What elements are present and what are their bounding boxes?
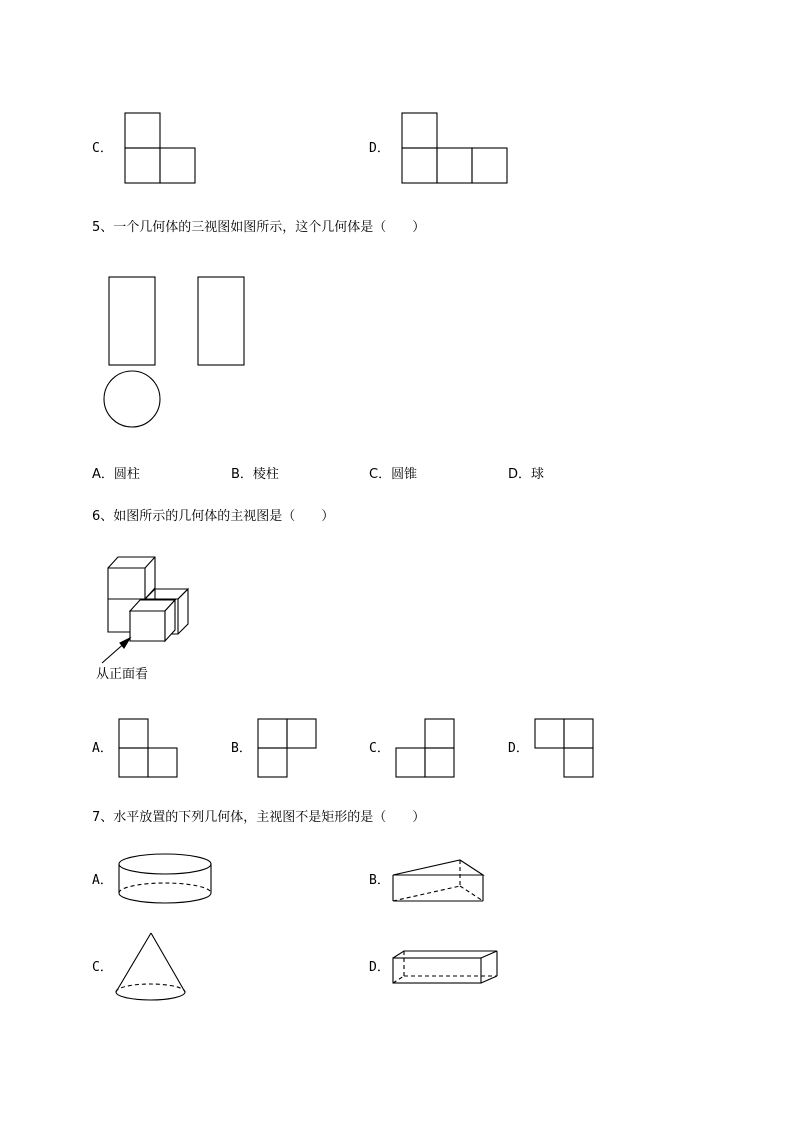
q6-option-a-label[interactable]: A． xyxy=(92,741,113,756)
q6-option-b-figure[interactable] xyxy=(257,718,319,779)
q5-side-view-rect xyxy=(198,277,244,365)
q7-option-d-label[interactable]: D． xyxy=(369,960,390,975)
q6-option-d-figure[interactable] xyxy=(534,718,596,779)
q4-option-d-figure[interactable] xyxy=(401,112,509,185)
q7-option-b-prism[interactable] xyxy=(390,855,488,905)
q6-front-cube xyxy=(130,611,165,641)
q7-option-c-label[interactable]: C． xyxy=(92,960,113,975)
q6-option-d-label[interactable]: D． xyxy=(508,741,529,756)
q5-option-d[interactable]: D．球 xyxy=(508,467,545,482)
q5-question-text: 5、一个几何体的三视图如图所示，这个几何体是（ ） xyxy=(92,220,426,235)
q4-option-c-label[interactable]: C． xyxy=(92,141,113,156)
q6-option-c-label[interactable]: C． xyxy=(369,741,390,756)
q7-option-a-cylinder[interactable] xyxy=(114,852,218,908)
q5-option-b[interactable]: B．棱柱 xyxy=(231,467,279,482)
q5-three-view-figure xyxy=(100,275,250,431)
q7-option-a-label[interactable]: A． xyxy=(92,873,113,888)
q5-option-c[interactable]: C．圆锥 xyxy=(369,467,418,482)
q7-question-text: 7、水平放置的下列几何体，主视图不是矩形的是（ ） xyxy=(92,810,426,825)
q7-option-b-label[interactable]: B． xyxy=(369,873,390,888)
q5-top-view-circle xyxy=(104,371,160,427)
q7-option-c-cone[interactable] xyxy=(112,930,190,1004)
q6-option-c-figure[interactable] xyxy=(395,718,457,779)
q7-option-d-box[interactable] xyxy=(390,948,502,988)
q6-option-a-figure[interactable] xyxy=(118,718,180,779)
q5-front-view-rect xyxy=(109,277,155,365)
q4-option-c-figure[interactable] xyxy=(124,112,197,185)
q6-question-text: 6、如图所示的几何体的主视图是（ ） xyxy=(92,509,335,524)
q6-option-b-label[interactable]: B． xyxy=(231,741,252,756)
q5-option-a[interactable]: A．圆柱 xyxy=(92,467,140,482)
q6-cube-figure xyxy=(90,555,200,670)
q4-option-d-label[interactable]: D． xyxy=(369,141,390,156)
q6-figure-caption: 从正面看 xyxy=(96,667,149,682)
